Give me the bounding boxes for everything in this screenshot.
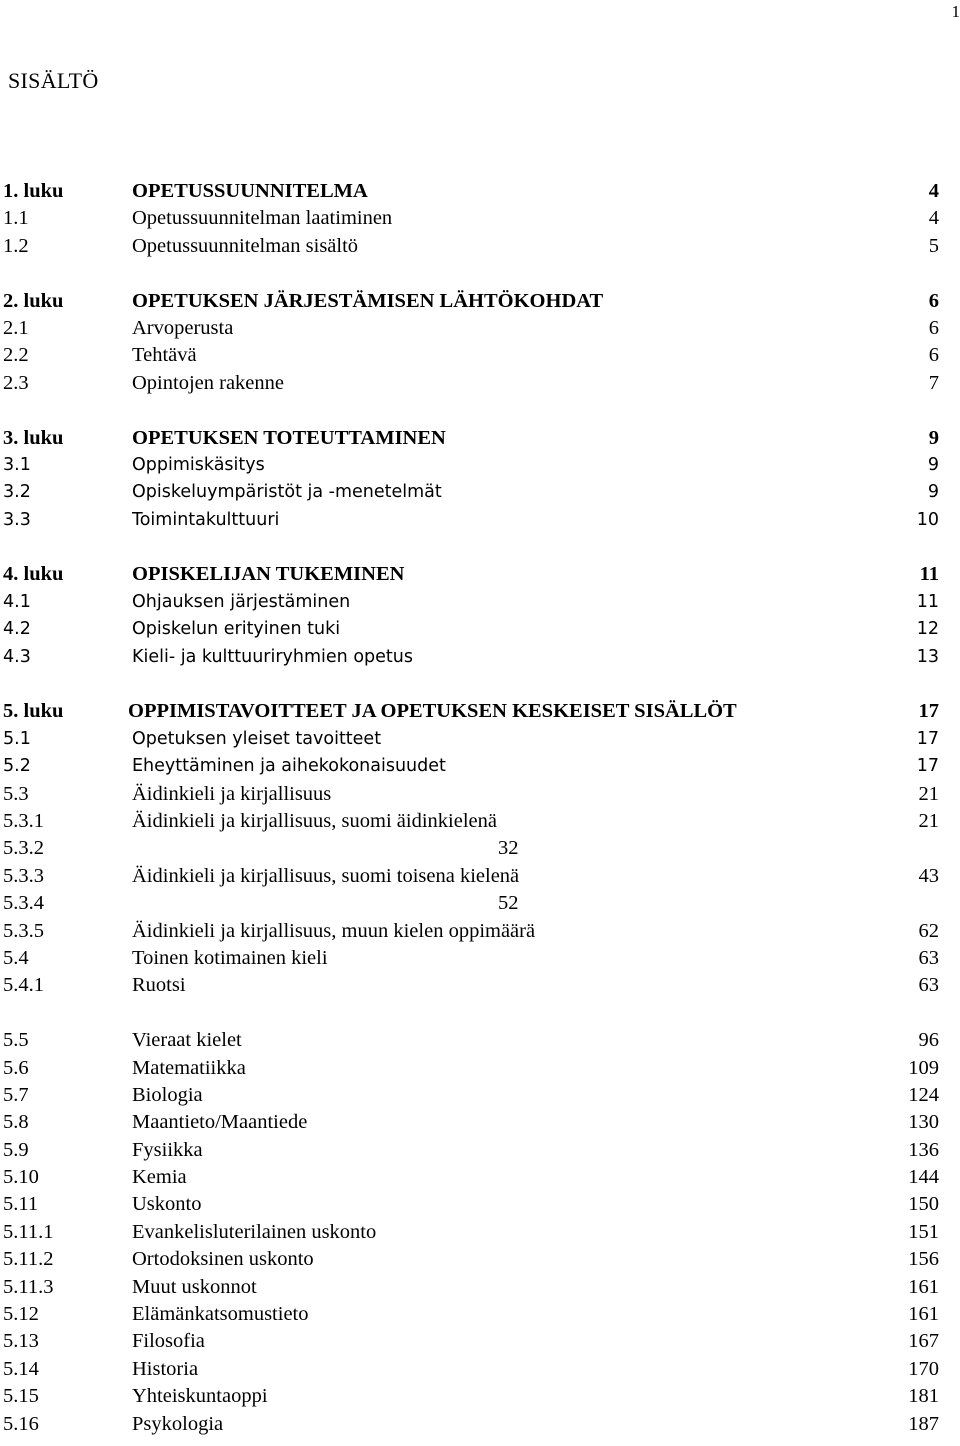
toc-entry-row: [0, 918, 960, 945]
toc-entry-title: Elämänkatsomustieto: [132, 1303, 309, 1326]
toc-entry-page: 43: [918, 864, 939, 887]
toc-entry-number: 3. luku: [3, 426, 64, 449]
toc-entry-page: 21: [918, 809, 939, 832]
toc-entry-row: [0, 781, 960, 808]
toc-entry-number: 4.1: [3, 591, 31, 612]
toc-entry-row: [0, 644, 960, 671]
toc-entry-number: 5.11.1: [3, 1220, 54, 1243]
toc-entry-number: 5.11: [3, 1193, 39, 1216]
toc-entry-number: 5.3: [3, 782, 29, 805]
toc-entry-row: [0, 1109, 960, 1136]
toc-entry-page: 144: [908, 1166, 939, 1189]
toc-entry-page: 9: [927, 454, 939, 475]
toc-entry-title: Opetussuunnitelman sisältö: [132, 234, 359, 257]
toc-entry-title: Historia: [132, 1357, 199, 1380]
toc-entry-page: 7: [928, 371, 939, 394]
toc-entry-title: Evankelisluterilainen uskonto: [132, 1220, 377, 1243]
toc-entry-page: 150: [908, 1193, 939, 1216]
toc-entry-title: Oppimiskäsitys: [132, 454, 265, 475]
toc-entry-number: 5.4.1: [3, 974, 44, 997]
toc-entry-number: 2. luku: [3, 289, 64, 312]
toc-entry-number: 5.15: [3, 1385, 39, 1408]
toc-entry-row: [0, 835, 960, 862]
toc-chapter-row: [0, 698, 960, 725]
toc-entry-row: [0, 1219, 960, 1246]
toc-entry-page: 151: [908, 1220, 939, 1243]
toc-entry-page: 63: [918, 974, 939, 997]
toc-entry-title: Eheyttäminen ja aihekokonaisuudet: [132, 756, 446, 777]
toc-entry-row: [0, 370, 960, 397]
toc-entry-number: 4.2: [3, 619, 31, 640]
toc-entry-row: [0, 342, 960, 369]
toc-entry-title: Opiskelun erityinen tuki: [132, 619, 341, 640]
toc-entry-title: Fysiikka: [132, 1138, 203, 1161]
toc-entry-number: 5.3.1: [3, 809, 44, 832]
toc-entry-number: 5.14: [3, 1357, 39, 1380]
toc-entry-number: 4. luku: [3, 563, 64, 586]
table-of-contents: [0, 178, 960, 1438]
toc-entry-number: 5.12: [3, 1303, 39, 1326]
toc-entry-number: 3.2: [3, 482, 31, 503]
toc-entry-number: 5.6: [3, 1056, 29, 1079]
toc-entry-title: Äidinkieli ja kirjallisuus, muun kielen oppimäärä: [132, 919, 536, 942]
toc-entry-number: 5.11.3: [3, 1275, 54, 1298]
toc-entry-page: 17: [916, 756, 939, 777]
toc-entry-page: 9: [928, 426, 939, 449]
toc-entry-page: 109: [908, 1056, 939, 1079]
toc-entry-page: 62: [918, 919, 939, 942]
toc-entry-row: [0, 1055, 960, 1082]
toc-entry-row: [0, 1274, 960, 1301]
toc-entry-title: Opetuksen yleiset tavoitteet: [132, 728, 382, 749]
toc-entry-page: 11: [919, 563, 939, 586]
toc-entry-row: [0, 1411, 960, 1438]
toc-entry-title: OPPIMISTAVOITTEET JA OPETUKSEN KESKEISET SISÄLLÖT: [128, 700, 737, 723]
toc-entry-page: 170: [908, 1357, 939, 1380]
toc-entry-page: 12: [916, 619, 939, 640]
toc-entry-page: 161: [908, 1303, 939, 1326]
toc-entry-page: 6: [928, 344, 939, 367]
toc-entry-row: [0, 1027, 960, 1054]
toc-entry-title: Ruotsi: [132, 974, 186, 997]
toc-entry-row: [0, 1356, 960, 1383]
toc-entry-row: [0, 972, 960, 999]
toc-entry-title: Matematiikka: [132, 1056, 246, 1079]
toc-entry-page: 167: [908, 1330, 939, 1353]
toc-entry-title: OPETUKSEN JÄRJESTÄMISEN LÄHTÖKOHDAT: [132, 289, 604, 312]
toc-entry-page: 181: [908, 1385, 939, 1408]
document-title: SISÄLTÖ: [8, 68, 99, 93]
toc-entry-page: 9: [927, 482, 939, 503]
toc-entry-title: Tehtävä: [132, 344, 197, 367]
toc-entry-title: Maantieto/Maantiede: [132, 1111, 308, 1134]
toc-chapter-row: [0, 425, 960, 452]
toc-entry-title: Muut uskonnot: [132, 1275, 257, 1298]
toc-entry-title: Uskonto: [132, 1193, 202, 1216]
toc-entry-number: 2.2: [3, 344, 29, 367]
toc-entry-page: 130: [908, 1111, 939, 1134]
toc-entry-title: Opintojen rakenne: [132, 371, 284, 394]
toc-entry-page: 161: [908, 1275, 939, 1298]
toc-entry-title: Opiskeluympäristöt ja -menetelmät: [132, 482, 442, 503]
toc-entry-title: Toinen kotimainen kieli: [132, 946, 328, 969]
toc-entry-page: 21: [918, 782, 939, 805]
toc-entry-page: 6: [928, 316, 939, 339]
toc-entry-page: 10: [916, 509, 939, 530]
toc-entry-number: 5.8: [3, 1111, 29, 1134]
toc-entry-row: [0, 205, 960, 232]
toc-entry-page: 13: [916, 646, 939, 667]
toc-entry-title: Opetussuunnitelman laatiminen: [132, 207, 393, 230]
toc-entry-page: 124: [908, 1083, 939, 1106]
toc-entry-title: Äidinkieli ja kirjallisuus, suomi toisena kielenä: [132, 864, 520, 887]
toc-entry-page: 4: [928, 180, 939, 202]
toc-entry-row: [0, 1137, 960, 1164]
toc-entry-row: [0, 507, 960, 534]
toc-entry-number: 4.3: [3, 646, 31, 667]
toc-entry-number: 1.1: [3, 207, 29, 230]
toc-entry-number: 2.1: [3, 316, 29, 339]
toc-entry-number: 2.3: [3, 371, 29, 394]
toc-entry-row: [0, 726, 960, 753]
toc-entry-number: 5.1: [3, 728, 31, 749]
toc-entry-page: 17: [918, 700, 939, 723]
toc-entry-row: [0, 753, 960, 780]
toc-entry-page: 187: [908, 1412, 939, 1435]
toc-entry-title: Yhteiskuntaoppi: [132, 1385, 268, 1408]
toc-entry-row: [0, 1328, 960, 1355]
toc-entry-row: [0, 945, 960, 972]
toc-entry-number: 5.11.2: [3, 1248, 54, 1271]
toc-chapter-row: [0, 288, 960, 315]
toc-entry-page: 63: [918, 946, 939, 969]
toc-entry-row: [0, 479, 960, 506]
toc-entry-title: Biologia: [132, 1083, 203, 1106]
toc-entry-page: 136: [908, 1138, 939, 1161]
toc-entry-page: 96: [918, 1029, 939, 1052]
toc-entry-title: Kemia: [132, 1166, 187, 1189]
toc-entry-title: Ohjauksen järjestäminen: [132, 591, 351, 612]
toc-entry-page: 32: [498, 837, 519, 860]
toc-entry-title: Ortodoksinen uskonto: [132, 1248, 314, 1271]
page-number: 1: [951, 2, 960, 21]
toc-entry-number: 5.3.5: [3, 919, 44, 942]
toc-entry-row: [0, 890, 960, 917]
toc-entry-page: 6: [928, 289, 939, 312]
toc-entry-title: Filosofia: [132, 1330, 205, 1353]
toc-entry-row: [0, 1383, 960, 1410]
toc-entry-row: [0, 1164, 960, 1191]
toc-entry-title: OPETUKSEN TOTEUTTAMINEN: [132, 426, 446, 449]
toc-entry-row: [0, 1301, 960, 1328]
toc-entry-title: Äidinkieli ja kirjallisuus, suomi äidinkielenä: [132, 809, 497, 832]
toc-entry-title: Vieraat kielet: [132, 1029, 242, 1052]
toc-entry-number: 5.2: [3, 756, 31, 777]
toc-entry-row: [0, 616, 960, 643]
toc-entry-row: [0, 863, 960, 890]
toc-entry-number: 5.16: [3, 1412, 39, 1435]
toc-entry-row: [0, 233, 960, 260]
toc-entry-number: 5.3.3: [3, 864, 44, 887]
toc-entry-number: 1.2: [3, 234, 29, 257]
toc-entry-title: Arvoperusta: [132, 316, 234, 339]
toc-entry-row: [0, 589, 960, 616]
toc-entry-title: Äidinkieli ja kirjallisuus: [132, 782, 332, 805]
toc-chapter-row: [0, 178, 960, 205]
toc-entry-number: 5.9: [3, 1138, 29, 1161]
toc-entry-row: [0, 1082, 960, 1109]
toc-entry-number: 1. luku: [3, 180, 64, 202]
toc-entry-title: Toimintakulttuuri: [132, 509, 280, 530]
toc-entry-number: 5.7: [3, 1083, 29, 1106]
toc-entry-title: Kieli- ja kulttuuriryhmien opetus: [132, 646, 413, 667]
toc-entry-row: [0, 452, 960, 479]
toc-entry-title: OPISKELIJAN TUKEMINEN: [132, 563, 405, 586]
toc-entry-number: 5.3.2: [3, 837, 44, 860]
toc-entry-row: [0, 315, 960, 342]
toc-entry-page: 11: [916, 591, 939, 612]
toc-entry-row: [0, 1246, 960, 1273]
toc-entry-number: 3.3: [3, 509, 31, 530]
toc-entry-row: [0, 808, 960, 835]
toc-entry-number: 5.4: [3, 946, 29, 969]
toc-entry-number: 3.1: [3, 454, 31, 475]
toc-entry-number: 5. luku: [3, 700, 64, 723]
toc-entry-number: 5.3.4: [3, 892, 44, 915]
toc-entry-page: 4: [928, 207, 939, 230]
toc-entry-number: 5.5: [3, 1029, 29, 1052]
toc-entry-page: 52: [498, 892, 519, 915]
toc-entry-page: 5: [928, 234, 939, 257]
toc-entry-number: 5.13: [3, 1330, 39, 1353]
toc-entry-page: 156: [908, 1248, 939, 1271]
toc-entry-page: 17: [916, 728, 939, 749]
toc-entry-row: [0, 1191, 960, 1218]
toc-chapter-row: [0, 561, 960, 588]
toc-entry-number: 5.10: [3, 1166, 39, 1189]
toc-entry-title: OPETUSSUUNNITELMA: [132, 180, 368, 202]
toc-entry-title: Psykologia: [132, 1412, 224, 1435]
